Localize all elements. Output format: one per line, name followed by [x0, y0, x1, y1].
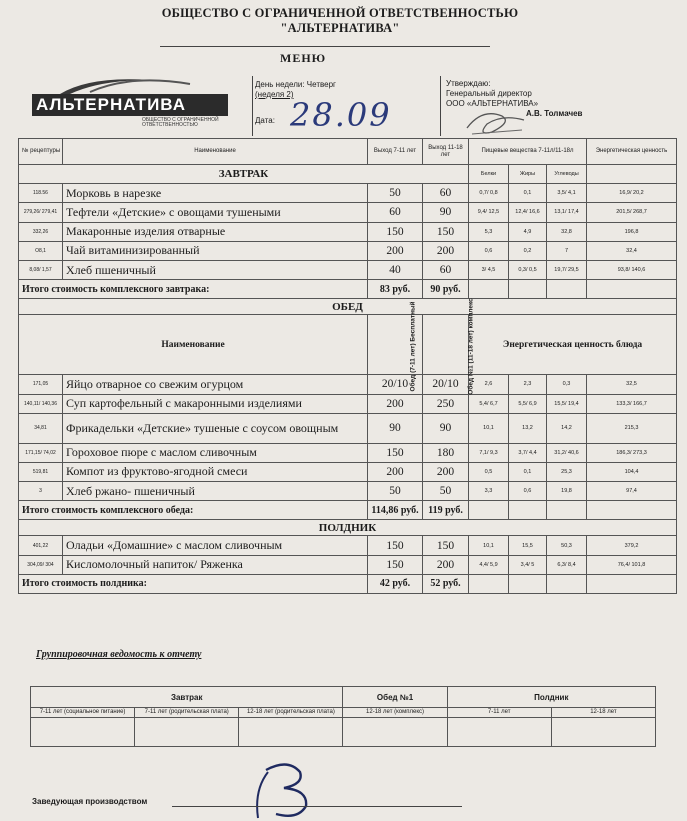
carb-value: 3,5/ 4,1	[547, 184, 587, 203]
recipe-code: 332,26	[19, 222, 63, 241]
carb-value: 25,3	[547, 462, 587, 481]
dish-name: Яйцо отварное со свежим огурцом	[63, 375, 368, 394]
breakfast-total-1: 83 руб.	[368, 280, 423, 299]
protein-value: 0,5	[469, 462, 509, 481]
portion-2: 180	[423, 443, 469, 462]
protein-value: 9,4/ 12,5	[469, 203, 509, 222]
portion-2: 90	[423, 203, 469, 222]
grp-sub-header: 7-11 лет (социальное питание)	[31, 708, 135, 718]
snack-total-2: 52 руб.	[423, 574, 469, 593]
portion-1: 50	[368, 482, 423, 501]
approve-line-2: Генеральный директор	[446, 89, 532, 98]
energy-value: 32,5	[587, 375, 677, 394]
protein-value: 5,3	[469, 222, 509, 241]
lunch-col-name-header: Наименование	[19, 315, 368, 375]
portion-1: 200	[368, 241, 423, 260]
carb-value: 7	[547, 241, 587, 260]
recipe-code: 519,81	[19, 462, 63, 481]
lunch-dish-row	[19, 482, 677, 501]
protein-value: 0,7/ 0,8	[469, 184, 509, 203]
snack-total-1: 42 руб.	[368, 574, 423, 593]
energy-value: 76,4/ 101,8	[587, 555, 677, 574]
carb-value: 0,3	[547, 375, 587, 394]
protein-value: 0,6	[469, 241, 509, 260]
energy-value: 201,5/ 268,7	[587, 203, 677, 222]
recipe-code: 279,26/ 279,41	[19, 203, 63, 222]
breakfast-dish-row	[19, 222, 677, 241]
lunch-col-energy-header: Энергетическая ценность блюда	[469, 315, 677, 375]
dish-name: Морковь в нарезке	[63, 184, 368, 203]
dish-name: Гороховое пюре с маслом сливочным	[63, 443, 368, 462]
header-divider	[440, 76, 441, 136]
recipe-code: О8,1	[19, 241, 63, 260]
lunch-dish-row	[19, 394, 677, 413]
grp-sub-header: 7-11 лет (родительская плата)	[135, 708, 239, 718]
company-logo	[30, 74, 230, 134]
production-manager-label: Заведующая производством	[32, 797, 148, 806]
fat-value: 0,2	[509, 241, 547, 260]
manager-signature-icon	[248, 760, 328, 821]
portion-1: 90	[368, 413, 423, 443]
col-nutrients-header: Пищевые вещества 7-11л/11-18л	[469, 139, 587, 165]
portion-1: 40	[368, 260, 423, 279]
energy-value: 93,8/ 140,6	[587, 260, 677, 279]
portion-1: 150	[368, 555, 423, 574]
grouping-sheet-title: Группировочная ведомость к отчету	[36, 649, 202, 660]
org-line-1: ОБЩЕСТВО С ОГРАНИЧЕННОЙ ОТВЕТСТВЕННОСТЬЮ	[161, 6, 519, 20]
protein-value: 7,1/ 9,3	[469, 443, 509, 462]
portion-1: 200	[368, 394, 423, 413]
dish-name: Хлеб пшеничный	[63, 260, 368, 279]
breakfast-total-2: 90 руб.	[423, 280, 469, 299]
portion-1: 200	[368, 462, 423, 481]
grp-blank-cell[interactable]	[31, 718, 135, 747]
protein-value: 10,1	[469, 536, 509, 555]
portion-1: 60	[368, 203, 423, 222]
portion-2: 60	[423, 184, 469, 203]
lunch-dish-row	[19, 413, 677, 443]
lunch-total-2: 119 руб.	[423, 501, 469, 520]
grp-breakfast-header: Завтрак	[31, 687, 343, 708]
director-signature-icon	[462, 106, 532, 140]
recipe-code: 140,11/ 140,36	[19, 394, 63, 413]
breakfast-dish-row	[19, 260, 677, 279]
dish-name: Чай витаминизированный	[63, 241, 368, 260]
breakfast-dish-row	[19, 203, 677, 222]
carb-value: 50,3	[547, 536, 587, 555]
col-protein-header: Белки	[469, 165, 509, 184]
dish-name: Кисломолочный напиток/ Ряженка	[63, 555, 368, 574]
energy-value: 215,3	[587, 413, 677, 443]
col-energy-header: Энергетическая ценность	[587, 139, 677, 165]
fat-value: 0,3/ 0,5	[509, 260, 547, 279]
fat-value: 15,5	[509, 536, 547, 555]
portion-2: 60	[423, 260, 469, 279]
fat-value: 2,3	[509, 375, 547, 394]
dish-name: Хлеб ржано- пшеничный	[63, 482, 368, 501]
col-out1-header: Выход 7-11 лет	[368, 139, 423, 165]
logo-subtitle: ОБЩЕСТВО С ОГРАНИЧЕННОЙ ОТВЕТСТВЕННОСТЬЮ	[142, 117, 219, 128]
breakfast-total-label: Итого стоимость комплексного завтрака:	[19, 280, 368, 299]
energy-value: 32,4	[587, 241, 677, 260]
breakfast-dish-row	[19, 241, 677, 260]
portion-2: 90	[423, 413, 469, 443]
portion-1: 150	[368, 443, 423, 462]
approve-line-1: Утверждаю:	[446, 79, 491, 88]
portion-2: 200	[423, 462, 469, 481]
energy-value: 133,3/ 166,7	[587, 394, 677, 413]
carb-value: 19,7/ 29,5	[547, 260, 587, 279]
carb-value: 15,5/ 19,4	[547, 394, 587, 413]
snack-dish-row	[19, 555, 677, 574]
weekday-label: День недели: Четверг	[255, 80, 336, 89]
energy-value: 16,9/ 20,2	[587, 184, 677, 203]
recipe-code: 171,15/ 74,02	[19, 443, 63, 462]
approve-line-3: ООО «АЛЬТЕРНАТИВА»	[446, 99, 539, 108]
fat-value: 5,5/ 6,9	[509, 394, 547, 413]
lunch-dish-row	[19, 375, 677, 394]
grp-sub-header: 7-11 лет	[447, 708, 551, 718]
portion-2: 150	[423, 222, 469, 241]
portion-2: 20/10	[423, 375, 469, 394]
lunch-col2-header: Обед №1 (11-18 лет) комплекс	[423, 315, 469, 375]
grp-sub-header: 12-18 лет (комплекс)	[343, 708, 447, 718]
grp-sub-header: 12-18 лет	[551, 708, 655, 718]
protein-value: 2,6	[469, 375, 509, 394]
energy-value: 379,2	[587, 536, 677, 555]
dish-name: Суп картофельный с макаронными изделиями	[63, 394, 368, 413]
portion-2: 250	[423, 394, 469, 413]
protein-value: 4,4/ 5,9	[469, 555, 509, 574]
protein-value: 3,3	[469, 482, 509, 501]
recipe-code: 401,22	[19, 536, 63, 555]
grp-sub-header: 12-18 лет (родительская плата)	[239, 708, 343, 718]
snack-title: ПОЛДНИК	[19, 520, 677, 536]
grp-blank-cell[interactable]	[135, 718, 239, 747]
fat-value: 0,6	[509, 482, 547, 501]
protein-value: 5,4/ 6,7	[469, 394, 509, 413]
fat-value: 13,2	[509, 413, 547, 443]
fat-value: 3,7/ 4,4	[509, 443, 547, 462]
carb-value: 31,2/ 40,6	[547, 443, 587, 462]
header-divider	[252, 76, 253, 136]
grp-blank-cell[interactable]	[551, 718, 655, 747]
signature-line	[172, 806, 462, 807]
handwritten-date: 28.09	[290, 96, 392, 134]
energy-value: 97,4	[587, 482, 677, 501]
energy-value: 104,4	[587, 462, 677, 481]
dish-name: Тефтели «Детские» с овощами тушеными	[63, 203, 368, 222]
portion-1: 20/10	[368, 375, 423, 394]
snack-total-label: Итого стоимость полдника:	[19, 574, 368, 593]
organization-name	[60, 6, 620, 36]
dish-name: Фрикадельки «Детские» тушеные с соусом овощным	[63, 413, 368, 443]
carb-value: 14,2	[547, 413, 587, 443]
portion-2: 150	[423, 536, 469, 555]
portion-1: 50	[368, 184, 423, 203]
grouping-sheet-table	[30, 686, 656, 747]
org-line-2: "АЛЬТЕРНАТИВА"	[280, 21, 400, 35]
breakfast-title: ЗАВТРАК	[19, 165, 469, 184]
lunch-dish-row	[19, 443, 677, 462]
energy-value: 186,3/ 273,3	[587, 443, 677, 462]
recipe-code: 304,09/ 304	[19, 555, 63, 574]
snack-dish-row	[19, 536, 677, 555]
dish-name: Оладьи «Домашние» с маслом сливочным	[63, 536, 368, 555]
grp-blank-cell[interactable]	[239, 718, 343, 747]
fat-value: 0,1	[509, 184, 547, 203]
recipe-code: 171,05	[19, 375, 63, 394]
protein-value: 10,1	[469, 413, 509, 443]
title-rule	[160, 46, 490, 47]
lunch-col1-header: Обед (7-11 лет) Бесплатный	[368, 315, 423, 375]
lunch-dish-row	[19, 462, 677, 481]
approve-name: А.В. Толмачев	[526, 109, 583, 118]
protein-value: 3/ 4,5	[469, 260, 509, 279]
menu-table	[18, 138, 677, 594]
fat-value: 4,9	[509, 222, 547, 241]
grp-blank-cell[interactable]	[447, 718, 551, 747]
fat-value: 0,1	[509, 462, 547, 481]
empty-cell	[587, 165, 677, 184]
portion-2: 200	[423, 241, 469, 260]
week-label: (неделя 2)	[255, 90, 294, 99]
date-label: Дата:	[255, 116, 275, 125]
carb-value: 13,1/ 17,4	[547, 203, 587, 222]
portion-1: 150	[368, 536, 423, 555]
recipe-code: 3	[19, 482, 63, 501]
portion-2: 50	[423, 482, 469, 501]
breakfast-dish-row	[19, 184, 677, 203]
carb-value: 19,8	[547, 482, 587, 501]
lunch-total-label: Итого стоимость комплексного обеда:	[19, 501, 368, 520]
col-recipe-header: № рецептуры	[19, 139, 63, 165]
col-name-header: Наименование	[63, 139, 368, 165]
energy-value: 196,8	[587, 222, 677, 241]
dish-name: Макаронные изделия отварные	[63, 222, 368, 241]
carb-value: 32,8	[547, 222, 587, 241]
recipe-code: 118.56	[19, 184, 63, 203]
menu-title: МЕНЮ	[280, 51, 327, 65]
col-out2-header: Выход 11-18 лет	[423, 139, 469, 165]
dish-name: Компот из фруктово-ягодной смеси	[63, 462, 368, 481]
grp-snack-header: Полдник	[447, 687, 655, 708]
recipe-code: 8,08/ 1,57	[19, 260, 63, 279]
recipe-code: 34,81	[19, 413, 63, 443]
lunch-total-1: 114,86 руб.	[368, 501, 423, 520]
lunch-title: ОБЕД	[19, 299, 677, 315]
grp-blank-cell[interactable]	[343, 718, 447, 747]
portion-2: 200	[423, 555, 469, 574]
col-carb-header: Углеводы	[547, 165, 587, 184]
carb-value: 6,3/ 8,4	[547, 555, 587, 574]
portion-1: 150	[368, 222, 423, 241]
fat-value: 3,4/ 5	[509, 555, 547, 574]
grp-lunch-header: Обед №1	[343, 687, 447, 708]
fat-value: 12,4/ 16,6	[509, 203, 547, 222]
logo-word: АЛЬТЕРНАТИВА	[32, 94, 228, 116]
col-fat-header: Жиры	[509, 165, 547, 184]
